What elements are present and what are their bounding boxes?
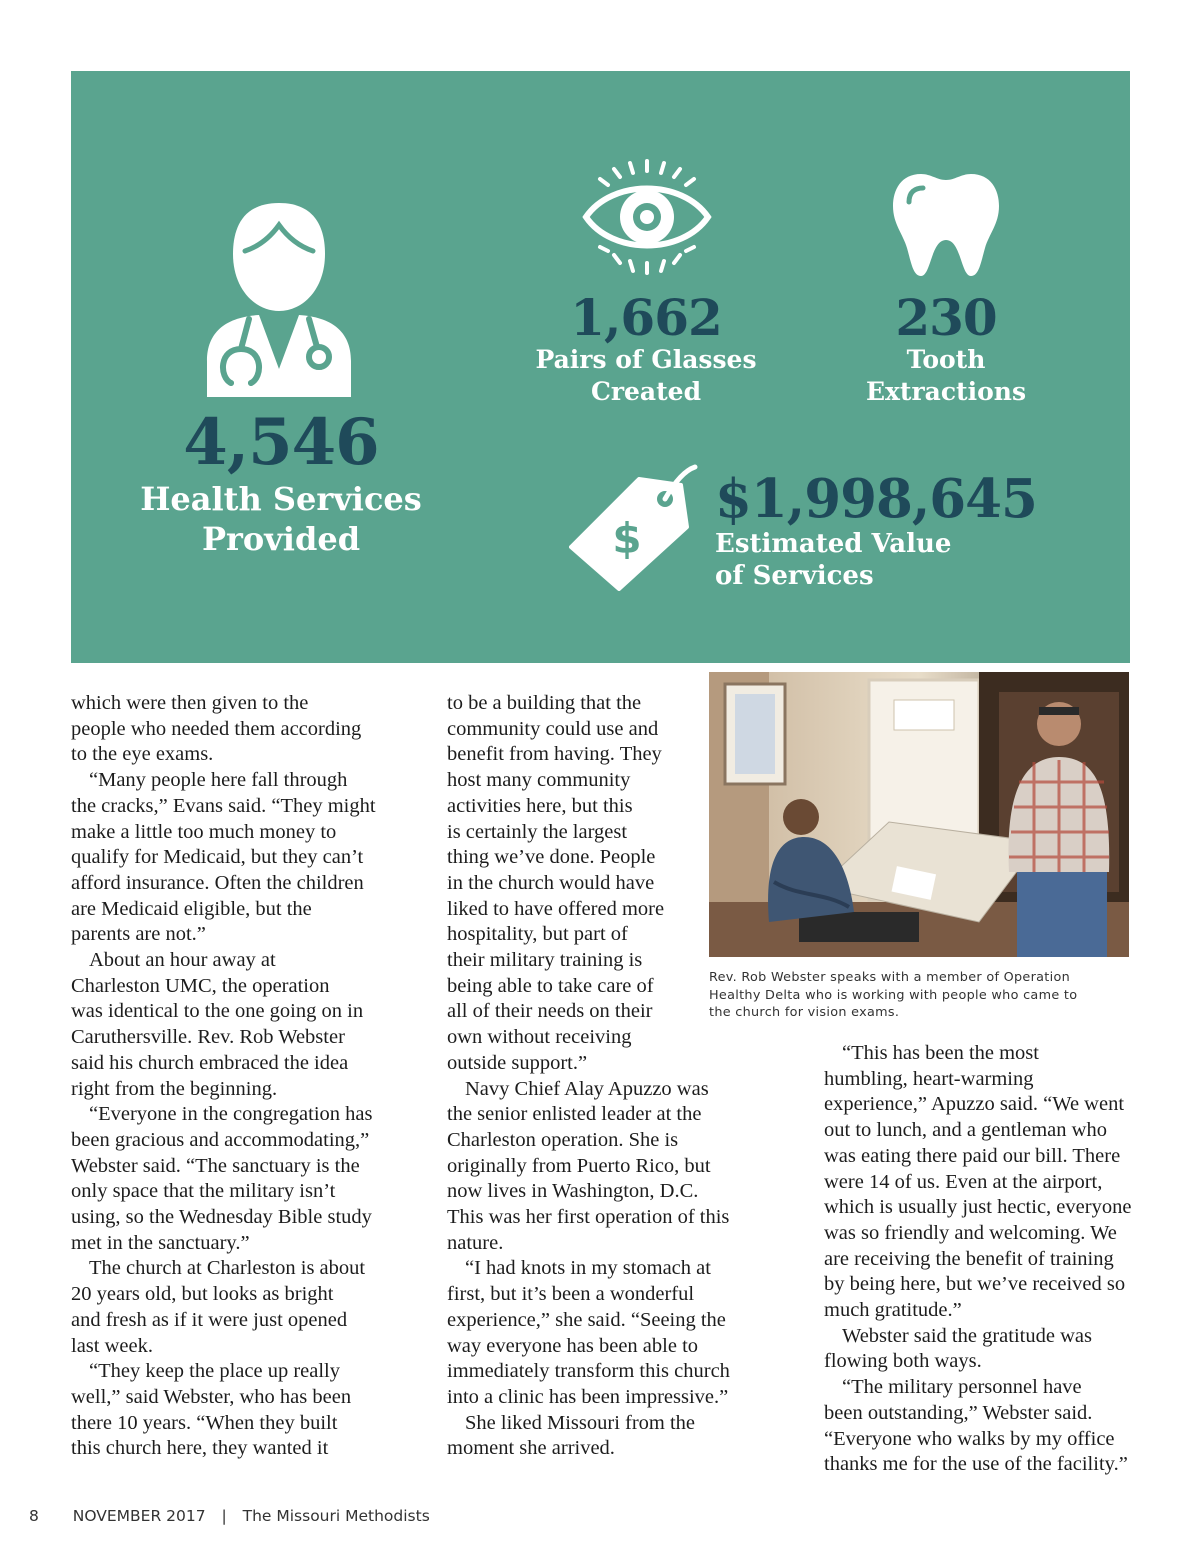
glasses-number: 1,662 — [570, 288, 722, 347]
text-line: community could use and — [447, 717, 659, 740]
glasses-label — [516, 344, 776, 408]
text-line: well,” said Webster, who has been — [71, 1385, 352, 1408]
text-line: now lives in Washington, D.C. — [447, 1180, 699, 1203]
text-line: the cracks,” Evans said. “They might — [71, 794, 376, 817]
caption-line: Healthy Delta who is working with people who came to — [709, 987, 1078, 1003]
text-line: all of their needs on their — [447, 1000, 653, 1023]
text-line: this church here, they wanted it — [71, 1437, 329, 1460]
text-line: right from the beginning. — [71, 1077, 278, 1100]
text-line: originally from Puerto Rico, but — [447, 1154, 711, 1177]
text-line: said his church embraced the idea — [71, 1051, 349, 1074]
text-line: to be a building that the — [447, 692, 642, 714]
text-line: “The military personnel have — [842, 1376, 1082, 1399]
text-line: in the church would have — [447, 871, 655, 894]
value-label — [715, 528, 951, 592]
text-line: first, but it’s been a wonderful — [447, 1283, 695, 1306]
text-line: nature. — [447, 1231, 504, 1254]
text-line: Webster said. “The sanctuary is the — [71, 1154, 360, 1177]
text-line: About an hour away at — [89, 949, 276, 972]
text-line: is certainly the largest — [447, 820, 628, 843]
glasses-label-line1: Pairs of Glasses — [535, 345, 757, 374]
text-line: “They keep the place up really — [89, 1360, 340, 1383]
health-services-label-line1: Health Services — [140, 480, 422, 518]
text-line: are receiving the benefit of training — [824, 1247, 1114, 1270]
text-line: being able to take care of — [447, 974, 654, 997]
text-line: which were then given to the — [71, 692, 309, 714]
text-line: The church at Charleston is about — [89, 1257, 366, 1280]
text-line: outside support.” — [447, 1051, 588, 1074]
article-column-1 — [71, 691, 391, 1462]
text-line: people who needed them according — [71, 717, 362, 740]
text-line: Charleston operation. She is — [447, 1128, 679, 1151]
tooth-icon — [891, 170, 1001, 280]
text-line: moment she arrived. — [447, 1437, 615, 1460]
article-column-3 — [824, 1041, 1134, 1478]
text-line: out to lunch, and a gentleman who — [824, 1119, 1107, 1142]
text-line: This was her first operation of this — [447, 1206, 730, 1229]
text-line: their military training is — [447, 949, 643, 972]
glasses-label-line2: Created — [590, 377, 702, 406]
tooth-label-line2: Extractions — [865, 377, 1027, 406]
caption-line: the church for vision exams. — [709, 1005, 900, 1020]
photo-caption — [709, 969, 1129, 1022]
health-services-number: 4,546 — [183, 405, 379, 480]
text-line: experience,” Apuzzo said. “We went — [824, 1093, 1125, 1116]
text-line: there 10 years. “When they built — [71, 1411, 338, 1434]
text-line: She liked Missouri from the — [465, 1411, 696, 1434]
health-services-label-line2: Provided — [201, 520, 361, 558]
doctor-icon — [197, 199, 362, 397]
text-line: qualify for Medicaid, but they can’t — [71, 846, 364, 869]
text-line: activities here, but this — [447, 794, 633, 817]
text-line: humbling, heart-warming — [824, 1067, 1034, 1090]
footer-separator: | — [221, 1507, 227, 1525]
text-line: much gratitude.” — [824, 1299, 962, 1322]
text-line: thing we’ve done. People — [447, 846, 656, 869]
text-line: was identical to the one going on in — [71, 1000, 364, 1023]
text-line: flowing both ways. — [824, 1350, 982, 1373]
text-line: Caruthersville. Rev. Rob Webster — [71, 1026, 345, 1049]
text-line: and fresh as if it were just opened — [71, 1308, 348, 1331]
text-line: only space that the military isn’t — [71, 1180, 336, 1203]
text-line: “Many people here fall through — [89, 769, 348, 792]
text-line: “Everyone in the congregation has — [89, 1103, 373, 1126]
text-line: was so friendly and welcoming. We — [824, 1221, 1117, 1244]
text-line: Navy Chief Alay Apuzzo was — [465, 1077, 709, 1100]
text-line: “Everyone who walks by my office — [824, 1427, 1115, 1450]
text-line: were 14 of us. Even at the airport, — [824, 1170, 1103, 1193]
tooth-label-line1: Tooth — [906, 345, 986, 374]
text-line: liked to have offered more — [447, 897, 665, 920]
eye-icon — [582, 157, 712, 277]
text-line: make a little too much money to — [71, 820, 337, 843]
value-label-line1: Estimated Value — [715, 529, 952, 559]
photo-illustration — [709, 672, 1129, 957]
text-line: benefit from having. They — [447, 743, 662, 766]
issue-date: NOVEMBER 2017 — [72, 1507, 206, 1525]
text-line: are Medicaid eligible, but the — [71, 897, 312, 920]
tooth-number: 230 — [895, 288, 997, 347]
text-line: “This has been the most — [842, 1042, 1039, 1064]
price-tag-icon — [569, 461, 699, 591]
text-line: Charleston UMC, the operation — [71, 974, 330, 997]
event-photo — [709, 672, 1129, 957]
value-number: $1,998,645 — [715, 468, 1037, 530]
text-line: into a clinic has been impressive.” — [447, 1385, 729, 1408]
text-line: “I had knots in my stomach at — [465, 1257, 711, 1280]
text-line: afford insurance. Often the children — [71, 871, 364, 894]
text-line: been outstanding,” Webster said. — [824, 1401, 1093, 1424]
text-line: been gracious and accommodating,” — [71, 1128, 370, 1151]
text-line: hospitality, but part of — [447, 923, 628, 946]
text-line: parents are not.” — [71, 923, 206, 946]
health-services-label — [121, 479, 441, 559]
caption-line: Rev. Rob Webster speaks with a member of Operation — [709, 970, 1071, 985]
page-number: 8 — [29, 1507, 39, 1525]
text-line: was eating there paid our bill. There — [824, 1144, 1121, 1167]
svg-text:$: $ — [612, 514, 642, 563]
text-line: immediately transform this church — [447, 1360, 730, 1383]
text-line: using, so the Wednesday Bible study — [71, 1206, 372, 1229]
text-line: own without receiving — [447, 1026, 632, 1049]
text-line: way everyone has been able to — [447, 1334, 699, 1357]
text-line: the senior enlisted leader at the — [447, 1103, 702, 1126]
value-label-line2: of Services — [715, 561, 874, 591]
text-line: Webster said the gratitude was — [842, 1324, 1092, 1347]
infographic-panel — [71, 71, 1130, 663]
text-line: which is usually just hectic, everyone — [824, 1196, 1132, 1219]
text-line: met in the sanctuary.” — [71, 1231, 250, 1254]
tooth-label — [816, 344, 1076, 408]
text-line: 20 years old, but looks as bright — [71, 1283, 334, 1306]
text-line: last week. — [71, 1334, 153, 1357]
text-line: host many community — [447, 769, 631, 792]
text-line: thanks me for the use of the facility.” — [824, 1453, 1128, 1476]
text-line: to the eye exams. — [71, 743, 214, 766]
text-line: by being here, but we’ve received so — [824, 1273, 1126, 1296]
publication-name: The Missouri Methodists — [242, 1507, 430, 1525]
page-footer — [29, 1507, 430, 1525]
text-line: experience,” she said. “Seeing the — [447, 1308, 726, 1331]
